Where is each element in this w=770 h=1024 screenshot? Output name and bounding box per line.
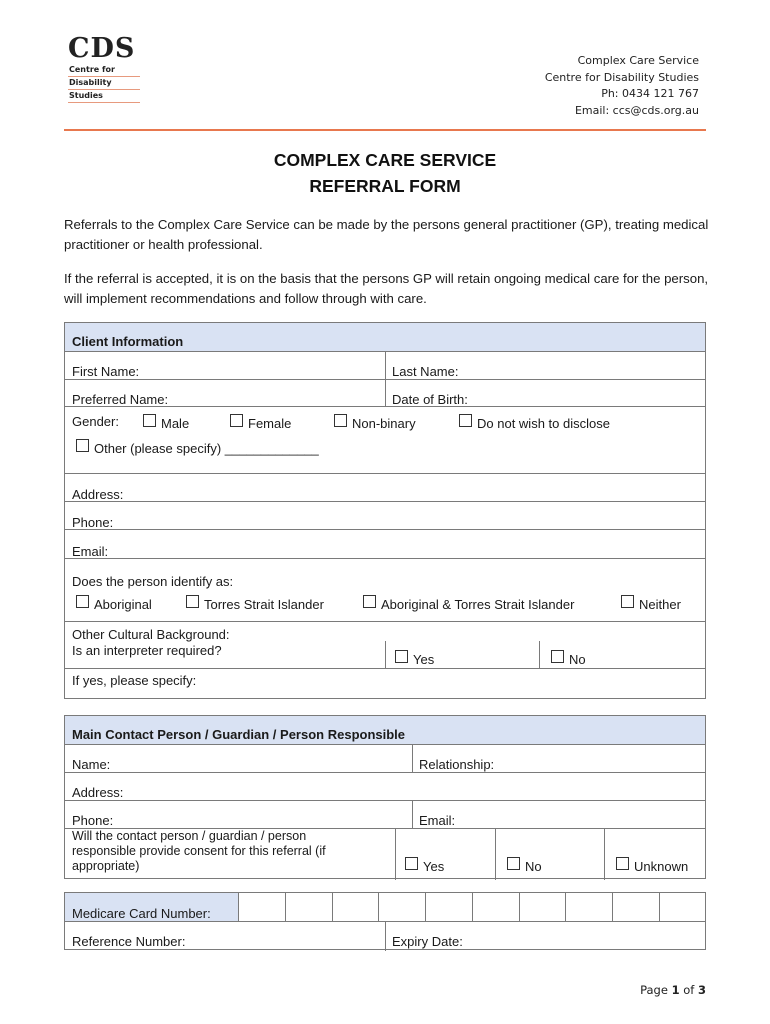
client-information-section [64,322,706,699]
contact-block [545,53,699,119]
checkbox-icon [186,595,199,608]
gender-female-checkbox[interactable]: Female [230,414,291,431]
date-of-birth-field[interactable]: Date of Birth: [392,392,468,407]
logo-line-1: Centre for [68,64,140,77]
interpreter-label: Is an interpreter required? [72,643,222,658]
gender-no-disclose-checkbox[interactable]: Do not wish to disclose [459,414,610,431]
last-name-field[interactable]: Last Name: [392,364,459,379]
checkbox-icon [395,650,408,663]
interpreter-specify-field[interactable]: If yes, please specify: [72,673,197,688]
gender-label: Gender: [72,414,119,429]
checkbox-icon [459,414,472,427]
checkbox-icon [507,857,520,870]
identify-both-checkbox[interactable]: Aboriginal & Torres Strait Islander [363,595,574,612]
contact-person-heading: Main Contact Person / Guardian / Person Responsible [72,727,406,742]
checkbox-icon [76,439,89,452]
identify-label: Does the person identify as: [72,574,234,589]
interpreter-yes-checkbox[interactable]: Yes [395,650,434,667]
checkbox-icon [143,414,156,427]
interpreter-no-checkbox[interactable]: No [551,650,586,667]
contact-phone: Ph: 0434 121 767 [601,87,699,100]
gender-male-checkbox[interactable]: Male [143,414,189,431]
gender-other-checkbox[interactable]: Other (please specify) _____________ [76,439,319,456]
client-information-heading: Client Information [72,334,184,349]
intro-paragraph-1: Referrals to the Complex Care Service can be made by the persons general practitioner (GP), treating medical practitioner or health professional. [64,217,709,252]
cultural-background-field[interactable]: Other Cultural Background: [72,627,230,642]
checkbox-icon [76,595,89,608]
first-name-field[interactable]: First Name: [72,364,140,379]
contact-centre: Centre for Disability Studies [544,70,699,84]
current-page: 1 [671,983,680,997]
client-information-header [65,323,705,352]
identify-neither-checkbox[interactable]: Neither [621,595,681,612]
client-email-field[interactable]: Email: [72,544,109,559]
client-address-field[interactable]: Address: [72,487,124,502]
contact-person-section [64,715,706,879]
checkbox-icon [230,414,243,427]
preferred-name-field[interactable]: Preferred Name: [72,392,169,407]
consent-unknown-checkbox[interactable]: Unknown [616,857,688,874]
checkbox-icon [621,595,634,608]
reference-number-field[interactable]: Reference Number: [72,934,186,949]
page-indicator: Page 1 of 3 [640,983,706,997]
consent-question: Will the contact person / guardian / person responsible provide consent for this referral (if appropriate) [72,829,326,873]
client-phone-field[interactable]: Phone: [72,515,114,530]
logo-line-2: Disability [68,77,140,90]
checkbox-icon [405,857,418,870]
contact-phone-field[interactable]: Phone: [72,813,114,828]
consent-yes-checkbox[interactable]: Yes [405,857,444,874]
checkbox-icon [616,857,629,870]
logo-wordmark: CDS [68,33,136,64]
contact-name-field[interactable]: Name: [72,757,111,772]
contact-relationship-field[interactable]: Relationship: [419,757,495,772]
contact-address-field[interactable]: Address: [72,785,124,800]
checkbox-icon [551,650,564,663]
form-title-line-2: REFERRAL FORM [309,176,461,196]
medicare-card-digit-boxes[interactable] [239,893,706,921]
logo-line-3: Studies [68,90,140,103]
contact-email-field[interactable]: Email: [419,813,456,828]
medicare-section [64,892,706,950]
cds-logo [68,34,140,103]
header-divider [64,129,706,131]
contact-service: Complex Care Service [577,54,699,67]
total-pages: 3 [697,983,706,997]
consent-no-checkbox[interactable]: No [507,857,542,874]
form-title-line-1: COMPLEX CARE SERVICE [273,150,497,170]
medicare-card-label: Medicare Card Number: [72,906,211,921]
contact-email: Email: ccs@cds.org.au [574,103,699,117]
expiry-date-field[interactable]: Expiry Date: [392,934,463,949]
identify-aboriginal-checkbox[interactable]: Aboriginal [76,595,152,612]
identify-tsi-checkbox[interactable]: Torres Strait Islander [186,595,324,612]
gender-nonbinary-checkbox[interactable]: Non-binary [334,414,416,431]
contact-person-header [65,716,705,745]
checkbox-icon [363,595,376,608]
checkbox-icon [334,414,347,427]
intro-paragraph-2: If the referral is accepted, it is on the basis that the persons GP will retain ongoing medical care for the person, will implement recommendations and follow through with care. [64,271,709,306]
